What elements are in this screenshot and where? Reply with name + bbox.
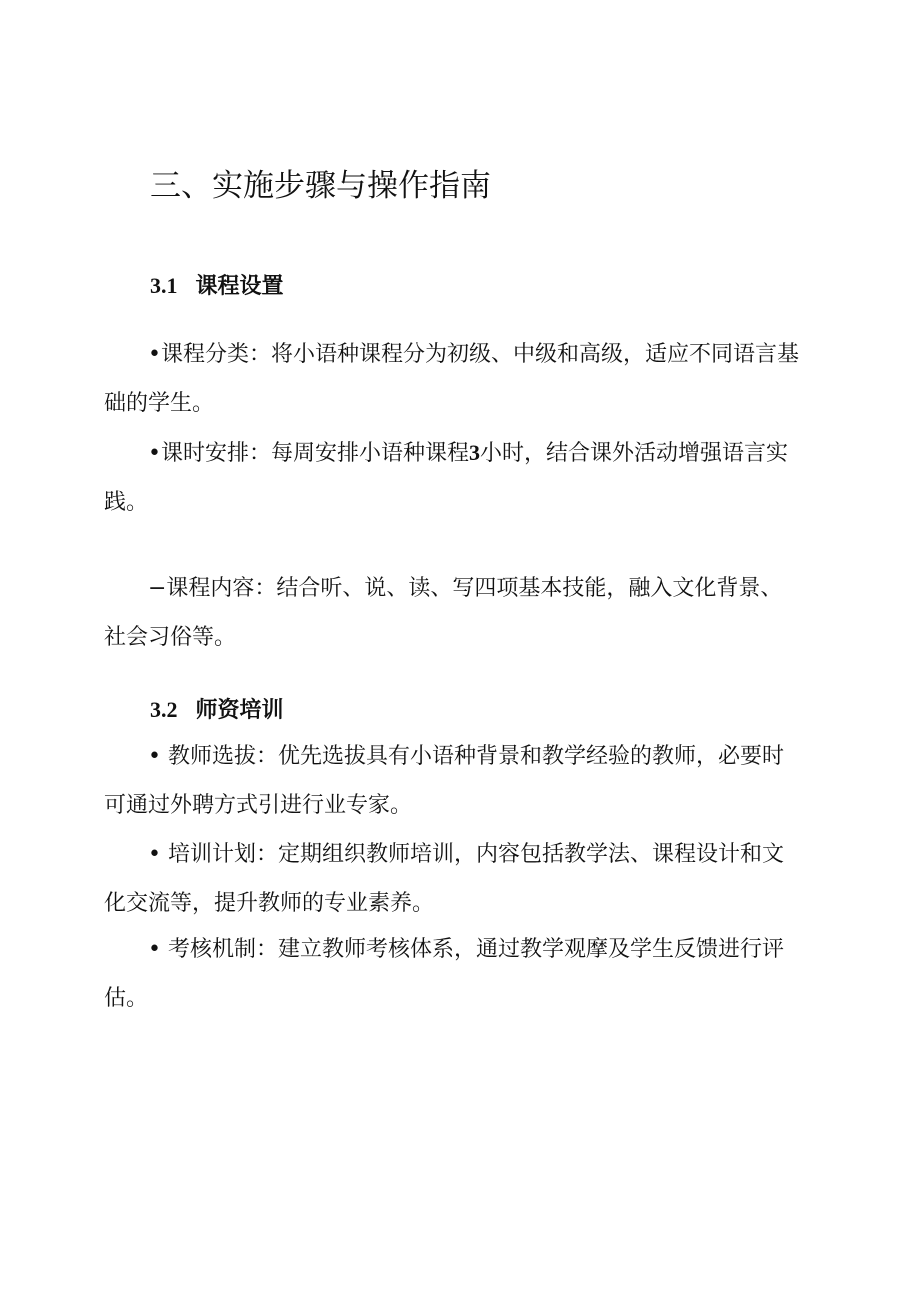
paragraph-teacher-selection: • 教师选拔：优先选拔具有小语种背景和教学经验的教师，必要时可通过外聘方式引进行业专家。 (104, 744, 784, 818)
paragraph-course-classification: •课程分类：将小语种课程分为初级、中级和高级，适应不同语言基础的学生。 (104, 342, 799, 416)
class-hours-text: •课时安排：每周安排小语种课程3小时，结合课外活动增强语言实践。 (104, 440, 788, 515)
paragraph-training-plan: • 培训计划：定期组织教师培训，内容包括教学法、课程设计和文化交流等，提升教师的专业素养。 (104, 842, 784, 916)
section-heading-3-2 (150, 695, 284, 726)
chapter-title: 三、实施步骤与操作指南 (150, 168, 491, 204)
paragraph-course-content: −课程内容：结合听、说、读、写四项基本技能，融入文化背景、社会习俗等。 (104, 576, 783, 650)
paragraph-class-hours (104, 428, 804, 527)
section-title: 师资培训 (195, 698, 284, 723)
hours-number: 3 (468, 440, 480, 465)
section-heading-3-1 (150, 271, 284, 302)
paragraph-assessment: • 考核机制：建立教师考核体系，通过教学观摩及学生反馈进行评估。 (104, 937, 784, 1011)
section-title: 课程设置 (195, 274, 284, 299)
section-number: 3.2 (150, 697, 178, 722)
section-number: 3.1 (150, 273, 178, 298)
